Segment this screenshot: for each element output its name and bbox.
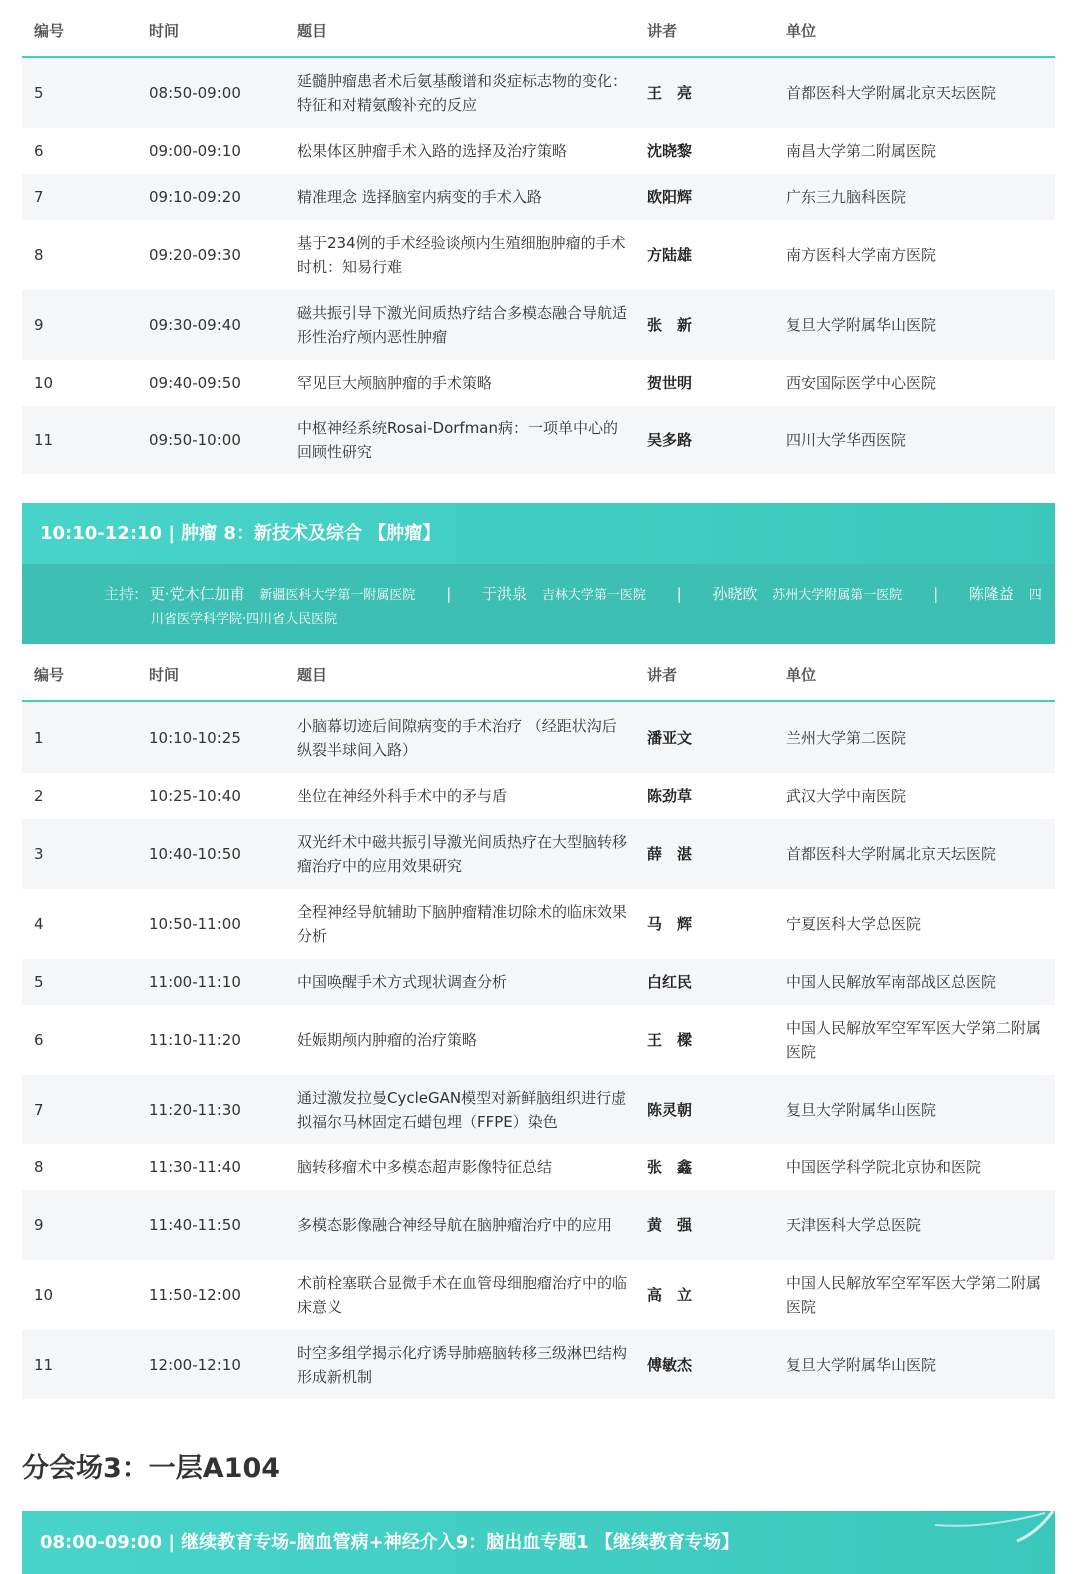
session-banner-2 (22, 1511, 1055, 1574)
table-row (22, 773, 1055, 819)
row-topic: 脑转移瘤术中多模态超声影像特征总结 (297, 1158, 553, 1176)
row-org: 中国人民解放军空军军医大学第二附属医院 (786, 1274, 1042, 1316)
row-speaker: 潘亚文 (647, 728, 693, 747)
row-topic: 双光纤术中磁共振引导激光间质热疗在大型脑转移瘤治疗中的应用效果研究 (297, 833, 628, 875)
header-time: 时间 (149, 22, 180, 40)
row-time: 11:40-11:50 (149, 1216, 241, 1234)
row-time: 09:10-09:20 (149, 188, 241, 206)
schedule-table-1 (22, 0, 1055, 474)
row-no: 9 (34, 316, 44, 334)
row-no: 2 (34, 787, 44, 805)
row-speaker: 吴多路 (647, 431, 693, 449)
table-row (22, 58, 1055, 128)
row-no: 10 (34, 374, 54, 392)
row-speaker: 张 新 (647, 316, 693, 334)
row-org: 中国医学科学院北京协和医院 (786, 1158, 982, 1176)
table-row (22, 959, 1055, 1005)
header-time: 时间 (149, 666, 180, 684)
hosts-line-continued: 川省医学科学院·四川省人民医院 (151, 612, 338, 627)
row-time: 09:00-09:10 (149, 142, 241, 160)
row-no: 5 (34, 973, 44, 991)
row-speaker: 沈晓黎 (647, 142, 693, 160)
row-no: 3 (34, 845, 44, 863)
row-speaker: 方陆雄 (647, 246, 693, 264)
session-title: 08:00-09:00 | 继续教育专场-脑血管病+神经介入9：脑出血专题1 【继续教育专场】 (40, 1532, 740, 1553)
table-header (22, 0, 1055, 58)
row-speaker: 白红民 (647, 973, 693, 991)
row-no: 7 (34, 188, 44, 206)
row-topic: 磁共振引导下激光间质热疗结合多模态融合导航适形性治疗颅内恶性肿瘤 (297, 304, 628, 346)
host-separator: | (676, 585, 682, 603)
row-org: 天津医科大学总医院 (786, 1216, 922, 1234)
host-name: 孙晓欧 (712, 585, 758, 603)
row-org: 复旦大学附属华山医院 (786, 1355, 937, 1374)
host-separator: | (446, 585, 452, 603)
row-org: 南昌大学第二附属医院 (786, 142, 937, 160)
row-topic: 时空多组学揭示化疗诱导肺癌脑转移三级淋巴结构形成新机制 (297, 1343, 628, 1386)
row-time: 11:50-12:00 (149, 1286, 241, 1304)
row-time: 11:10-11:20 (149, 1031, 241, 1049)
row-no: 1 (34, 728, 44, 747)
table-header (22, 644, 1055, 702)
row-time: 09:30-09:40 (149, 316, 241, 334)
row-topic: 精准理念 选择脑室内病变的手术入路 (297, 188, 542, 206)
row-topic: 全程神经导航辅助下脑肿瘤精准切除术的临床效果分析 (297, 903, 628, 945)
header-no: 编号 (34, 666, 65, 684)
header-org: 单位 (786, 666, 817, 684)
row-time: 10:50-11:00 (149, 915, 241, 933)
header-speaker: 讲者 (647, 22, 678, 40)
table-row (22, 174, 1055, 220)
row-topic: 多模态影像融合神经导航在脑肿瘤治疗中的应用 (297, 1216, 613, 1234)
row-time: 09:40-09:50 (149, 374, 241, 392)
session-title: 10:10-12:10 | 肿瘤 8：新技术及综合 【肿瘤】 (40, 523, 441, 544)
table-row (22, 406, 1055, 474)
row-org: 复旦大学附属华山医院 (786, 316, 937, 334)
row-topic: 松果体区肿瘤手术入路的选择及治疗策略 (297, 142, 568, 160)
session-hosts (22, 564, 1055, 644)
row-org: 中国人民解放军空军军医大学第二附属医院 (786, 1019, 1042, 1061)
row-topic: 妊娠期颅内肿瘤的治疗策略 (297, 1031, 478, 1049)
host-unit: 四 (1028, 588, 1042, 603)
row-org: 复旦大学附属华山医院 (786, 1100, 937, 1119)
header-speaker: 讲者 (647, 666, 678, 684)
row-topic: 中国唤醒手术方式现状调查分析 (297, 973, 508, 991)
host-unit: 新疆医科大学第一附属医院 (259, 588, 416, 603)
row-org: 中国人民解放军南部战区总医院 (786, 973, 997, 991)
row-topic: 术前栓塞联合显微手术在血管母细胞瘤治疗中的临床意义 (297, 1274, 628, 1316)
table-row (22, 1190, 1055, 1260)
row-time: 08:50-09:00 (149, 84, 241, 102)
row-speaker: 张 鑫 (647, 1158, 693, 1176)
row-time: 11:30-11:40 (149, 1158, 241, 1176)
table-row (22, 889, 1055, 959)
row-topic: 延髓肿瘤患者术后氨基酸谱和炎症标志物的变化：特征和对精氨酸补充的反应 (297, 72, 628, 114)
row-time: 11:20-11:30 (149, 1100, 241, 1119)
table-row (22, 220, 1055, 290)
row-speaker: 王 樑 (647, 1031, 693, 1049)
schedule-table-2 (22, 644, 1055, 1399)
row-org: 兰州大学第二医院 (786, 728, 907, 747)
row-org: 西安国际医学中心医院 (786, 374, 937, 392)
row-org: 首都医科大学附属北京天坛医院 (786, 845, 997, 863)
row-org: 武汉大学中南医院 (786, 787, 907, 805)
venue-heading: 分会场3：一层A104 (22, 1453, 281, 1484)
table-row (22, 128, 1055, 174)
row-org: 南方医科大学南方医院 (786, 246, 937, 264)
table-row (22, 819, 1055, 889)
row-no: 10 (34, 1286, 54, 1304)
row-topic: 坐位在神经外科手术中的矛与盾 (297, 787, 508, 805)
host-name: 陈隆益 (968, 585, 1014, 603)
row-speaker: 陈灵朝 (647, 1100, 693, 1119)
row-org: 四川大学华西医院 (786, 431, 907, 449)
host-unit: 苏州大学附属第一医院 (772, 588, 903, 603)
host-separator: | (933, 585, 939, 603)
row-topic: 中枢神经系统Rosai-Dorfman病：一项单中心的回顾性研究 (297, 419, 619, 461)
host-name: 于洪泉 (482, 585, 528, 603)
row-topic: 小脑幕切迹后间隙病变的手术治疗 （经距状沟后纵裂半球间入路） (297, 716, 617, 759)
header-topic: 题目 (297, 666, 328, 684)
header-topic: 题目 (297, 22, 328, 40)
row-speaker: 薛 湛 (647, 845, 693, 863)
table-row (22, 1005, 1055, 1075)
row-no: 6 (34, 142, 44, 160)
header-no: 编号 (34, 22, 65, 40)
table-row (22, 1260, 1055, 1330)
decorative-swoosh-icon (925, 1511, 1055, 1574)
row-speaker: 马 辉 (647, 915, 693, 933)
host-name: 更·党木仁加甫 (149, 585, 245, 603)
row-time: 09:20-09:30 (149, 246, 241, 264)
table-row (22, 702, 1055, 773)
table-row (22, 1330, 1055, 1399)
row-no: 5 (34, 84, 44, 102)
hosts-line (104, 583, 1042, 604)
row-time: 11:00-11:10 (149, 973, 241, 991)
row-topic: 基于234例的手术经验谈颅内生殖细胞肿瘤的手术时机：知易行难 (297, 234, 626, 276)
row-speaker: 贺世明 (647, 374, 693, 392)
session-banner (22, 503, 1055, 644)
row-time: 10:25-10:40 (149, 787, 241, 805)
table-row (22, 360, 1055, 406)
row-no: 8 (34, 246, 44, 264)
row-org: 广东三九脑科医院 (786, 188, 907, 206)
row-speaker: 王 亮 (647, 84, 693, 102)
row-no: 4 (34, 915, 44, 933)
table-row (22, 1075, 1055, 1144)
row-speaker: 高 立 (647, 1286, 693, 1304)
row-no: 9 (34, 1216, 44, 1234)
table-row (22, 290, 1055, 360)
row-topic: 罕见巨大颅脑肿瘤的手术策略 (297, 374, 493, 392)
row-speaker: 黄 强 (647, 1216, 693, 1234)
row-speaker: 傅敏杰 (647, 1355, 693, 1374)
row-speaker: 陈劲草 (647, 787, 693, 805)
host-label: 主持: (104, 585, 140, 603)
row-org: 首都医科大学附属北京天坛医院 (786, 84, 997, 102)
row-no: 7 (34, 1100, 44, 1119)
table-row (22, 1144, 1055, 1190)
host-unit: 吉林大学第一医院 (541, 588, 646, 603)
row-time: 09:50-10:00 (149, 431, 241, 449)
row-no: 11 (34, 431, 54, 449)
row-no: 8 (34, 1158, 44, 1176)
row-time: 10:40-10:50 (149, 845, 241, 863)
row-speaker: 欧阳辉 (647, 188, 693, 206)
row-time: 10:10-10:25 (149, 728, 241, 747)
row-time: 12:00-12:10 (149, 1355, 241, 1374)
row-no: 6 (34, 1031, 44, 1049)
row-org: 宁夏医科大学总医院 (786, 915, 922, 933)
row-topic: 通过激发拉曼CycleGAN模型对新鲜脑组织进行虚拟福尔马林固定石蜡包埋（FFPE）染色 (297, 1088, 627, 1131)
row-no: 11 (34, 1355, 54, 1374)
header-org: 单位 (786, 22, 817, 40)
